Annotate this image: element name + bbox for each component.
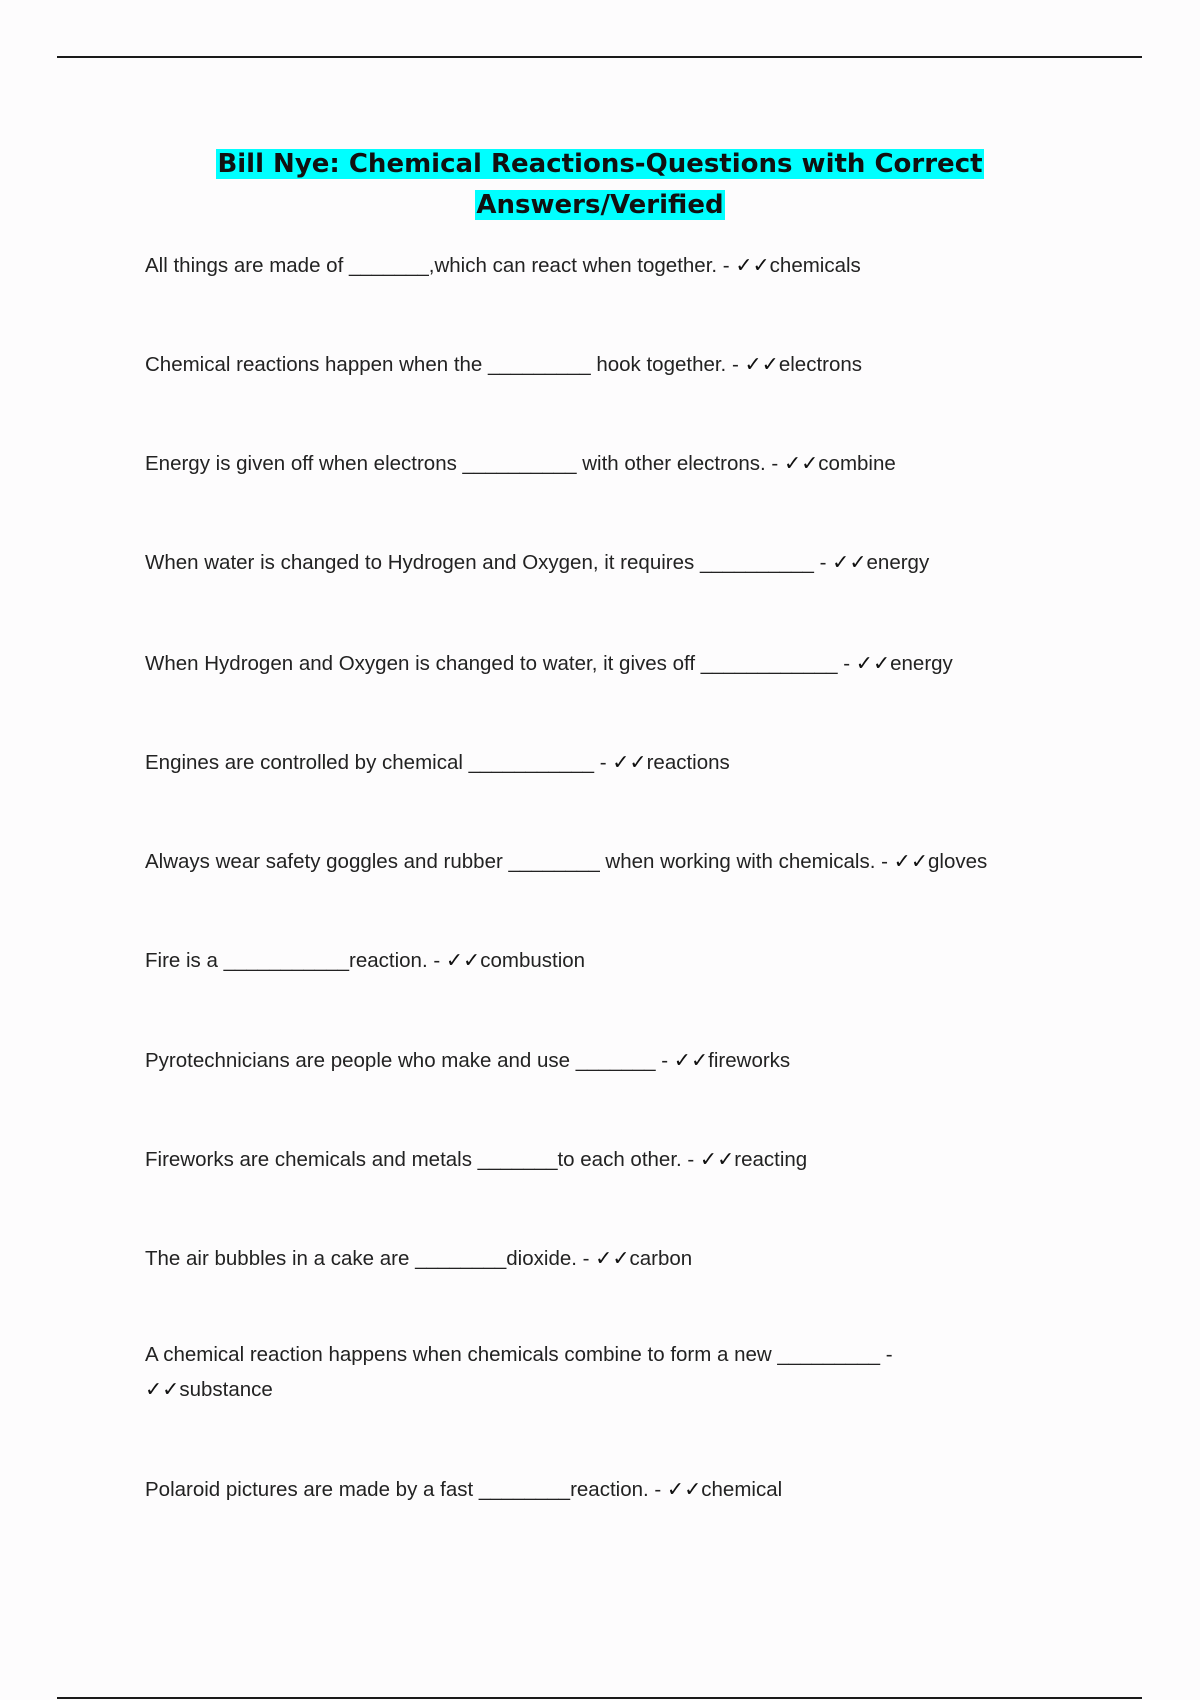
title-line-1: Bill Nye: Chemical Reactions-Questions with Correct bbox=[217, 149, 983, 179]
qa-item bbox=[145, 1043, 1105, 1078]
answer-text: reactions bbox=[646, 751, 730, 774]
question-text: Engines are controlled by chemical ___________ - bbox=[145, 751, 613, 774]
qa-item bbox=[145, 545, 1105, 580]
answer-text: combustion bbox=[480, 949, 586, 972]
question-text: Polaroid pictures are made by a fast ________reaction. - bbox=[145, 1478, 667, 1501]
qa-item bbox=[145, 844, 1105, 879]
qa-item bbox=[145, 248, 1105, 283]
title-line-2: Answers/Verified bbox=[476, 190, 724, 220]
double-check-icon: ✓✓ bbox=[595, 1246, 630, 1270]
answer-text: energy bbox=[890, 652, 953, 675]
question-text: Always wear safety goggles and rubber ________ when working with chemicals. - bbox=[145, 850, 894, 873]
double-check-icon: ✓✓ bbox=[744, 352, 779, 376]
double-check-icon: ✓✓ bbox=[673, 1048, 709, 1072]
double-check-icon: ✓✓ bbox=[666, 1477, 702, 1501]
question-text: Chemical reactions happen when the _________ hook together. - bbox=[145, 353, 745, 376]
answer-text: combine bbox=[818, 452, 896, 475]
answer-text: electrons bbox=[778, 353, 863, 376]
qa-item bbox=[145, 646, 1105, 681]
question-text: When water is changed to Hydrogen and Oxygen, it requires __________ - bbox=[145, 551, 833, 574]
page-title bbox=[0, 144, 1200, 226]
double-check-icon: ✓✓ bbox=[783, 451, 819, 475]
qa-item bbox=[145, 1142, 1105, 1177]
question-text: Pyrotechnicians are people who make and use _______ - bbox=[145, 1049, 674, 1072]
qa-item bbox=[145, 1472, 1105, 1507]
double-check-icon: ✓✓ bbox=[612, 750, 647, 774]
question-text: The air bubbles in a cake are ________dioxide. - bbox=[145, 1247, 596, 1270]
qa-item bbox=[145, 943, 1105, 978]
double-check-icon: ✓✓ bbox=[699, 1147, 735, 1171]
double-check-icon: ✓✓ bbox=[832, 550, 867, 574]
bottom-rule bbox=[57, 1697, 1142, 1699]
answer-text: gloves bbox=[928, 850, 988, 873]
double-check-icon: ✓✓ bbox=[855, 651, 891, 675]
double-check-icon: ✓✓ bbox=[893, 849, 929, 873]
answer-text: reacting bbox=[734, 1148, 808, 1171]
question-text: A chemical reaction happens when chemicals combine to form a new _________ - bbox=[145, 1343, 893, 1366]
qa-item bbox=[145, 1338, 1105, 1407]
question-text: Fire is a ___________reaction. - bbox=[145, 949, 446, 972]
question-text: All things are made of _______,which can react when together. - bbox=[145, 254, 736, 277]
qa-item bbox=[145, 446, 1105, 481]
question-text: Fireworks are chemicals and metals _______to each other. - bbox=[145, 1148, 700, 1171]
qa-item bbox=[145, 745, 1105, 780]
answer-text: energy bbox=[866, 551, 930, 574]
double-check-icon: ✓✓ bbox=[145, 1377, 180, 1401]
answer-text: substance bbox=[179, 1378, 273, 1401]
answer-text: chemicals bbox=[769, 254, 861, 277]
answer-text: fireworks bbox=[708, 1049, 791, 1072]
double-check-icon: ✓✓ bbox=[445, 948, 481, 972]
answer-text: carbon bbox=[629, 1247, 693, 1270]
double-check-icon: ✓✓ bbox=[735, 253, 770, 277]
top-rule bbox=[57, 56, 1142, 58]
qa-item bbox=[145, 347, 1105, 382]
answer-text: chemical bbox=[701, 1478, 783, 1501]
question-text: When Hydrogen and Oxygen is changed to water, it gives off ____________ - bbox=[145, 652, 856, 675]
question-text: Energy is given off when electrons __________ with other electrons. - bbox=[145, 452, 784, 475]
qa-item bbox=[145, 1241, 1105, 1276]
